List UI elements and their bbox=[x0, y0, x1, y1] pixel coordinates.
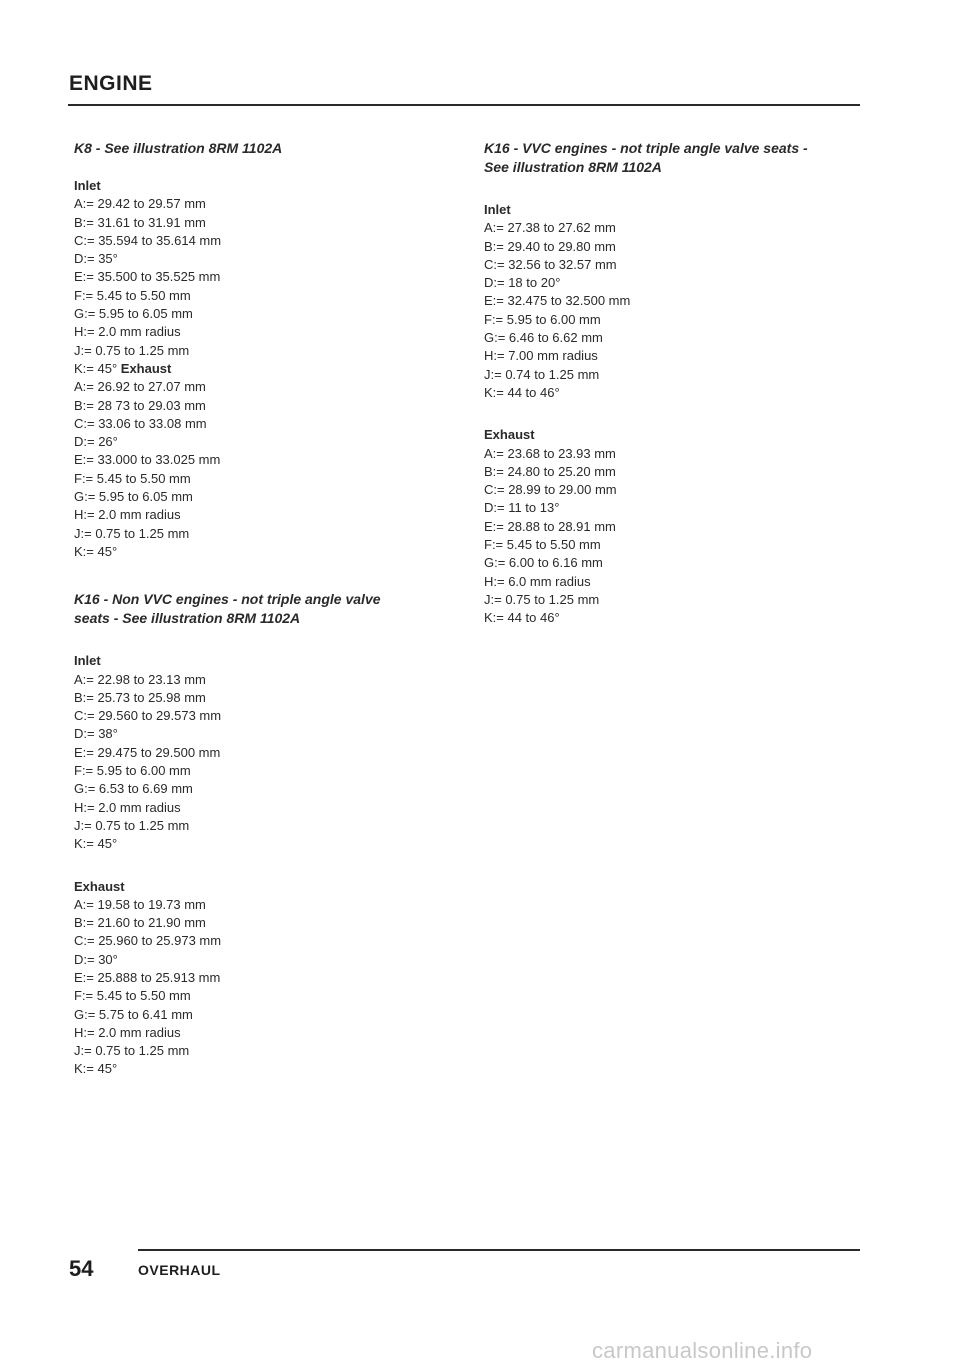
k16-vvc-heading-line1: K16 - VVC engines - not triple angle valve seats - bbox=[484, 140, 808, 156]
spec-line: H:= 2.0 mm radius bbox=[74, 799, 181, 815]
spec-line: F:= 5.95 to 6.00 mm bbox=[74, 763, 191, 779]
spec-line: J:= 0.74 to 1.25 mm bbox=[484, 366, 600, 382]
k8-inlet-list bbox=[74, 195, 474, 360]
k16-non-vvc-exhaust-list bbox=[74, 896, 474, 1079]
spec-line: D:= 35° bbox=[74, 251, 118, 267]
spec-line: B:= 21.60 to 21.90 mm bbox=[74, 915, 206, 931]
spec-line: G:= 5.95 to 6.05 mm bbox=[74, 306, 193, 322]
spec-line: A:= 23.68 to 23.93 mm bbox=[484, 445, 616, 461]
k16-vvc-inlet-label: Inlet bbox=[484, 202, 511, 217]
spec-line: D:= 38° bbox=[74, 726, 118, 742]
spec-line: G:= 6.00 to 6.16 mm bbox=[484, 555, 603, 571]
spec-line: B:= 29.40 to 29.80 mm bbox=[484, 238, 616, 254]
spec-line: E:= 29.475 to 29.500 mm bbox=[74, 744, 221, 760]
spec-line: J:= 0.75 to 1.25 mm bbox=[74, 817, 190, 833]
page-number: 54 bbox=[69, 1256, 94, 1281]
spec-line: B:= 24.80 to 25.20 mm bbox=[484, 463, 616, 479]
spec-line: D:= 18 to 20° bbox=[484, 275, 561, 291]
k16-vvc-exhaust-label: Exhaust bbox=[484, 427, 535, 443]
spec-line: C:= 25.960 to 25.973 mm bbox=[74, 933, 222, 949]
spec-line: F:= 5.95 to 6.00 mm bbox=[484, 311, 601, 327]
spec-line: K:= 44 to 46° bbox=[484, 610, 560, 626]
k8-exhaust-label: Exhaust bbox=[120, 360, 172, 376]
header-rule bbox=[68, 104, 860, 106]
right-column bbox=[484, 139, 884, 628]
spec-line: F:= 5.45 to 5.50 mm bbox=[74, 988, 191, 1004]
spec-line: D:= 11 to 13° bbox=[484, 500, 560, 516]
spec-line: J:= 0.75 to 1.25 mm bbox=[74, 1043, 190, 1059]
spec-line: J:= 0.75 to 1.25 mm bbox=[74, 342, 190, 358]
spec-line: C:= 33.06 to 33.08 mm bbox=[74, 415, 207, 431]
watermark-text: carmanualsonline.info bbox=[592, 1338, 813, 1363]
spec-line: B:= 28 73 to 29.03 mm bbox=[74, 397, 206, 413]
footer-section-label: OVERHAUL bbox=[138, 1262, 221, 1278]
spec-line: C:= 35.594 to 35.614 mm bbox=[74, 232, 222, 248]
spec-line: A:= 26.92 to 27.07 mm bbox=[74, 379, 206, 395]
spec-line: D:= 26° bbox=[74, 434, 118, 450]
spec-line: J:= 0.75 to 1.25 mm bbox=[74, 525, 190, 541]
spec-line: C:= 28.99 to 29.00 mm bbox=[484, 482, 617, 498]
spec-line: B:= 31.61 to 31.91 mm bbox=[74, 214, 206, 230]
spec-line: E:= 25.888 to 25.913 mm bbox=[74, 969, 221, 985]
k16-vvc-inlet-list bbox=[484, 219, 884, 402]
k8-heading: K8 - See illustration 8RM 1102A bbox=[74, 140, 283, 156]
k8-inlet-label: Inlet bbox=[74, 178, 101, 193]
k16-non-vvc-heading-line1: K16 - Non VVC engines - not triple angle valve bbox=[74, 591, 381, 608]
spec-line: C:= 32.56 to 32.57 mm bbox=[484, 256, 617, 272]
k16-non-vvc-heading-line2: seats - See illustration 8RM 1102A bbox=[74, 610, 301, 627]
k16-vvc-heading-line2: See illustration 8RM 1102A bbox=[484, 159, 662, 175]
k16-non-vvc-exhaust-label: Exhaust bbox=[74, 878, 125, 894]
spec-line: G:= 5.95 to 6.05 mm bbox=[74, 489, 193, 505]
spec-line: B:= 25.73 to 25.98 mm bbox=[74, 689, 206, 705]
spec-line: G:= 6.46 to 6.62 mm bbox=[484, 330, 603, 346]
spec-line: J:= 0.75 to 1.25 mm bbox=[484, 591, 600, 607]
page-header-title: ENGINE bbox=[69, 72, 153, 95]
spec-line: K:= 45° bbox=[74, 543, 118, 559]
spec-line: F:= 5.45 to 5.50 mm bbox=[484, 537, 601, 553]
spec-line: A:= 19.58 to 19.73 mm bbox=[74, 896, 206, 912]
spec-line: A:= 27.38 to 27.62 mm bbox=[484, 220, 616, 236]
spec-line: H:= 7.00 mm radius bbox=[484, 348, 598, 364]
spec-line: E:= 33.000 to 33.025 mm bbox=[74, 452, 221, 468]
spec-line: H:= 2.0 mm radius bbox=[74, 1024, 181, 1040]
spec-line: H:= 6.0 mm radius bbox=[484, 573, 591, 589]
k8-k-exhaust-line bbox=[74, 360, 474, 378]
spec-line: E:= 28.88 to 28.91 mm bbox=[484, 518, 616, 534]
spec-line: F:= 5.45 to 5.50 mm bbox=[74, 470, 191, 486]
spec-line: F:= 5.45 to 5.50 mm bbox=[74, 287, 191, 303]
spec-line: K:= 45° bbox=[74, 1061, 118, 1077]
spec-line: C:= 29.560 to 29.573 mm bbox=[74, 708, 222, 724]
left-column bbox=[74, 139, 474, 1079]
spec-line: E:= 32.475 to 32.500 mm bbox=[484, 293, 631, 309]
spec-line: A:= 29.42 to 29.57 mm bbox=[74, 196, 206, 212]
spec-line: H:= 2.0 mm radius bbox=[74, 324, 181, 340]
k16-non-vvc-inlet-list bbox=[74, 671, 474, 854]
spec-line: E:= 35.500 to 35.525 mm bbox=[74, 269, 221, 285]
k8-exhaust-list bbox=[74, 378, 474, 561]
spec-line: H:= 2.0 mm radius bbox=[74, 507, 181, 523]
k16-non-vvc-inlet-label: Inlet bbox=[74, 653, 101, 669]
spec-line: D:= 30° bbox=[74, 951, 118, 967]
spec-line: G:= 5.75 to 6.41 mm bbox=[74, 1006, 193, 1022]
k8-k-value: K:= 45° bbox=[74, 360, 118, 376]
spec-line: K:= 44 to 46° bbox=[484, 384, 560, 400]
spec-line: K:= 45° bbox=[74, 836, 118, 852]
spec-line: A:= 22.98 to 23.13 mm bbox=[74, 671, 206, 687]
spec-line: G:= 6.53 to 6.69 mm bbox=[74, 781, 193, 797]
k16-vvc-exhaust-list bbox=[484, 445, 884, 628]
footer-rule bbox=[138, 1249, 860, 1251]
